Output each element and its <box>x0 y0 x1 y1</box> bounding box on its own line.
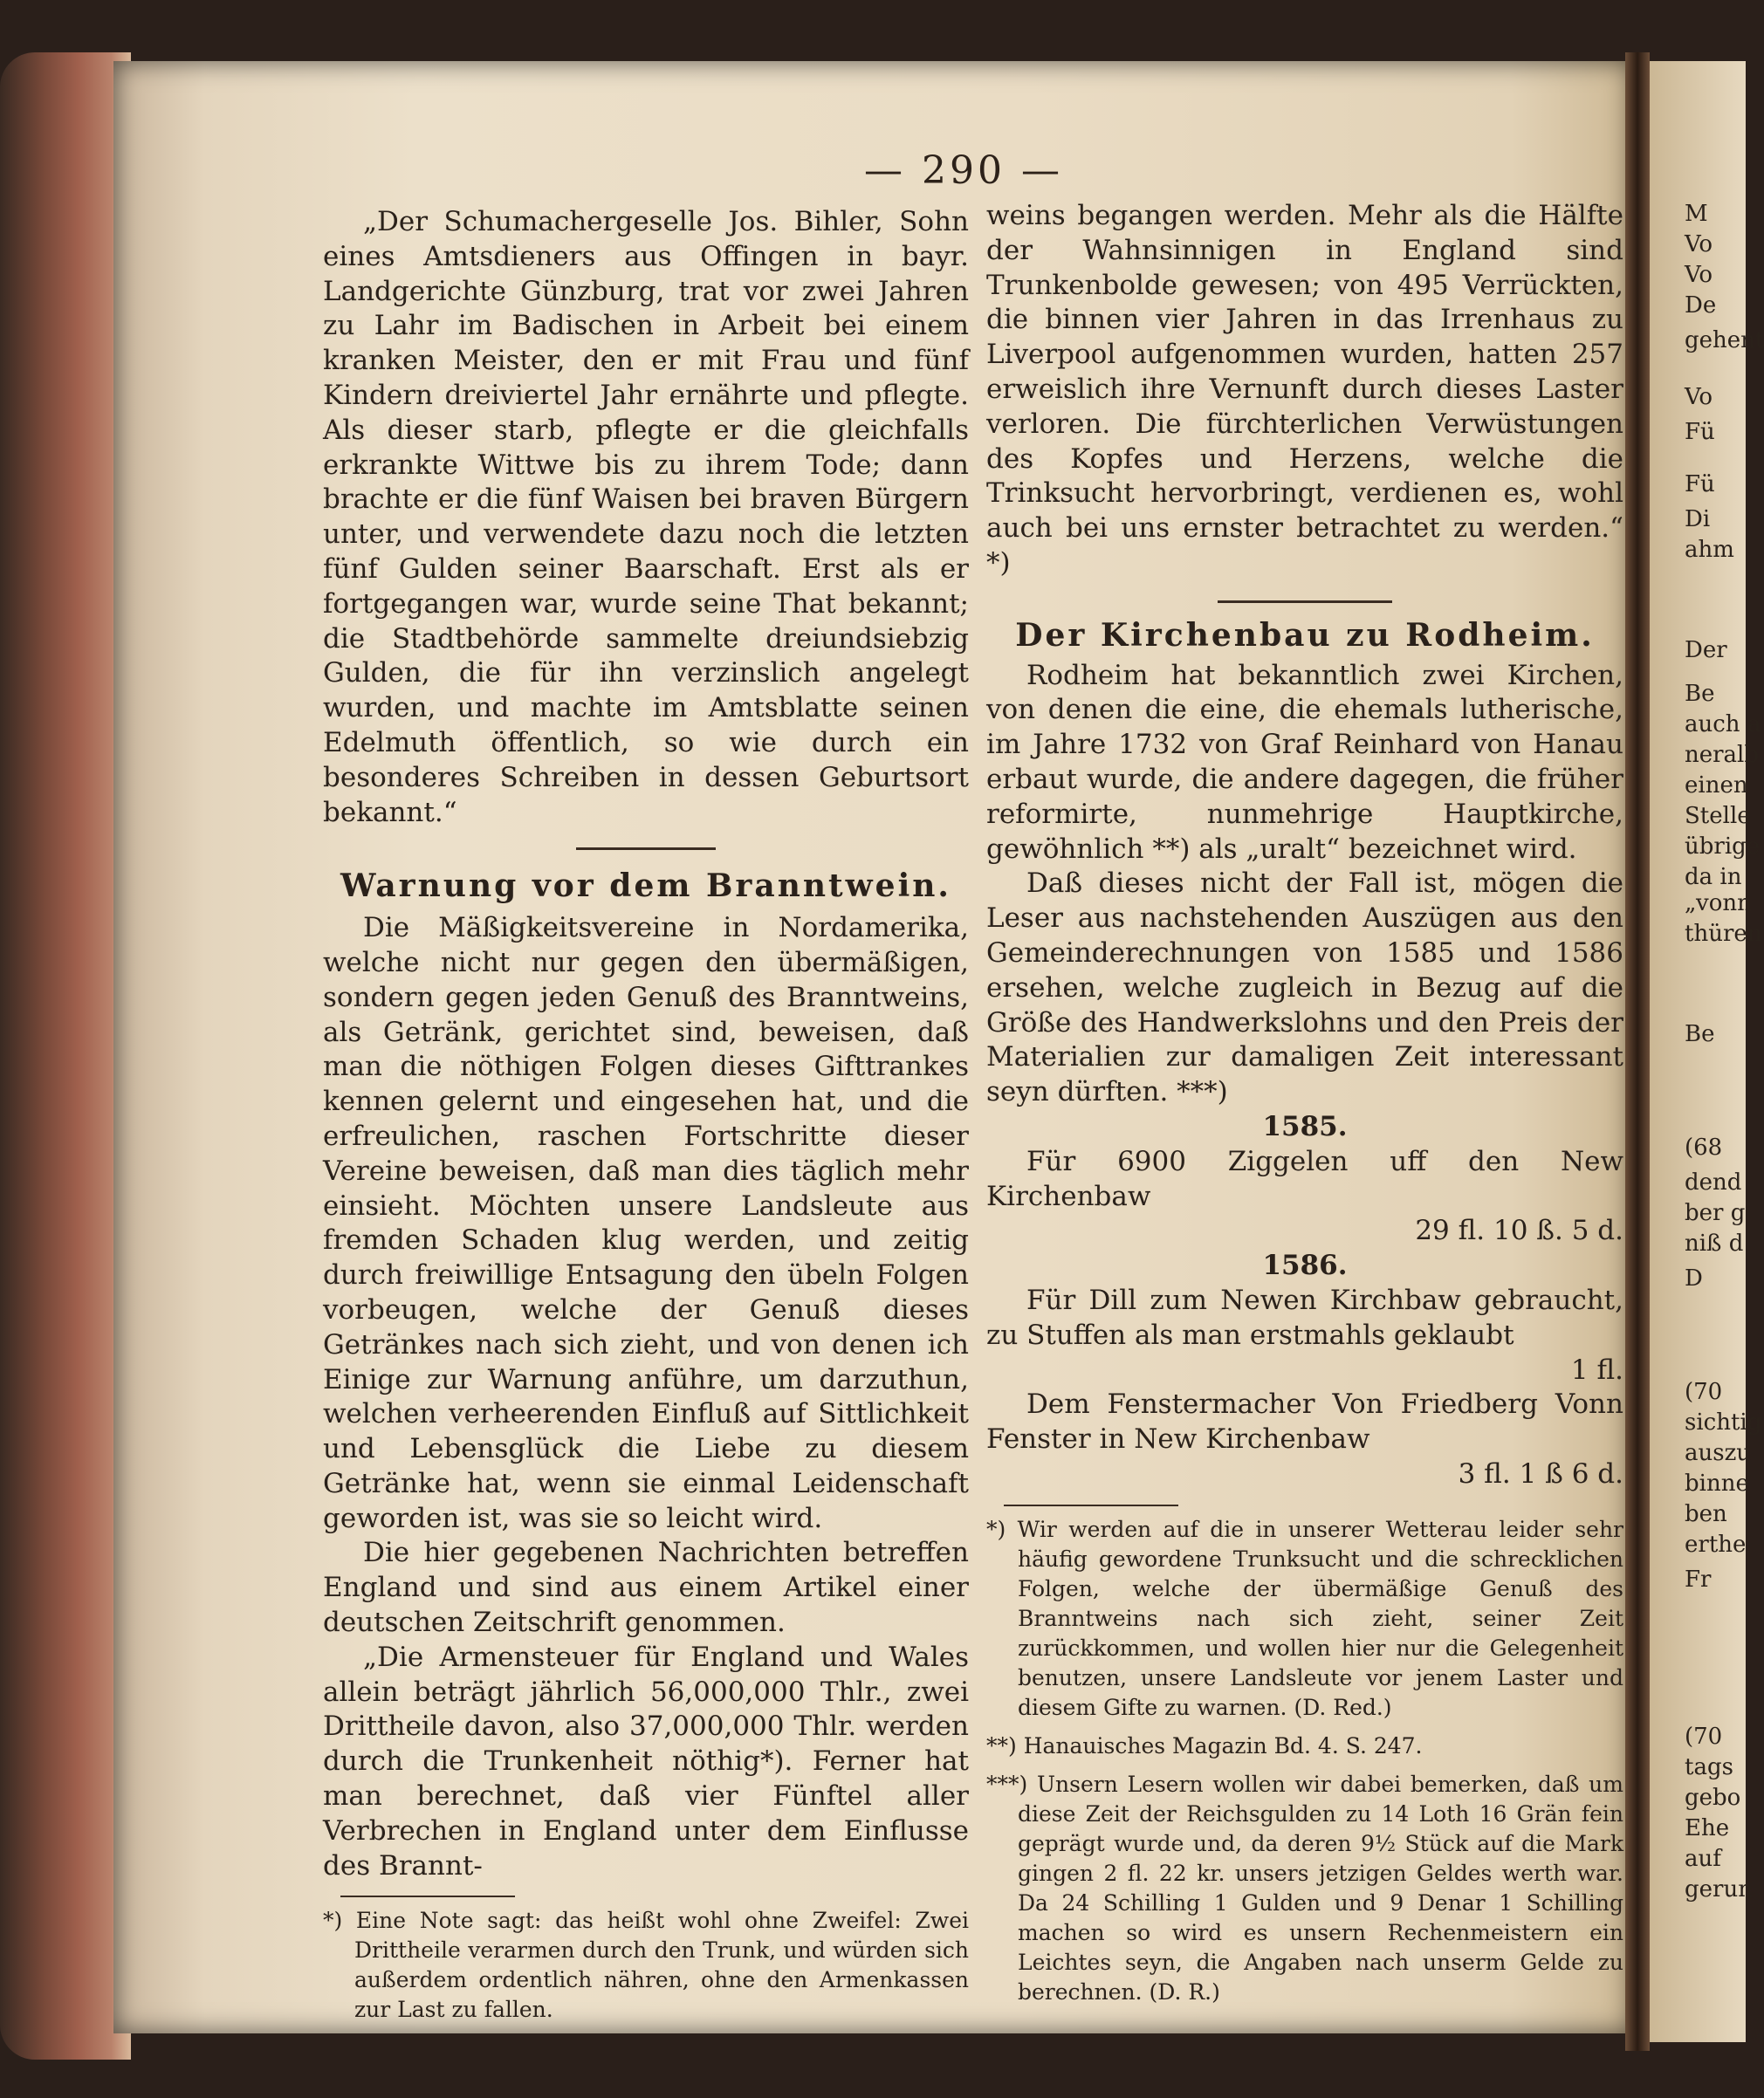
footnote: ***) Unsern Lesern wollen wir dabei bemerken, daß um diese Zeit der Reichsgulden zu 14 Loth 16 Grän fein geprägt wurde und, da deren 9½ Stück auf die Mark gingen 2 fl. 22 kr. unsers jetzigen Geldes werth war. Da 24 Schilling 1 Gulden und 9 Denar 1 Schilling machen so wird es unsern Rechenmeistern ein Leichtes seyn, die Angaben nach unserm Gelde zu berechnen. (D. R.) <box>986 1771 1623 2005</box>
next-page-fragment: (70 <box>1685 1724 1723 1750</box>
footnote: **) Hanauisches Magazin Bd. 4. S. 247. <box>986 1732 1423 1759</box>
paragraph: Die Mäßigkeitsvereine in Nordamerika, welche nicht nur gegen den übermäßigen, sondern gegen jeden Genuß des Branntweins, als Getränk, gerichtet sind, beweisen, daß man die nöthigen Folgen dieses Gifttrankes kennen gelernt und eingesehen hat, und die erfreulichen, raschen Fortschritte dieser Vereine beweisen, daß man dies täglich mehr einsieht. Möchten unsere Landsleute aus fremden Schaden klug werden, und zeitig durch freiwillige Entsagung den übeln Folgen vorbeugen, welche der Genuß dieses Getränkes nach sich zieht, und von denen ich Einige zur Warnung anführe, um darzuthun, welchen verheerenden Einfluß auf Sittlichkeit und Lebensglück die Liebe zu diesem Getränke hat, wenn sie einmal Leidenschaft geworden ist, was sie so leicht wird. <box>323 912 969 1534</box>
next-page-fragment: einen <box>1685 772 1748 799</box>
next-page-fragment: auf <box>1685 1846 1721 1872</box>
next-page-fragment: gebo <box>1685 1785 1741 1811</box>
footnote: *) Wir werden auf die in unserer Wetterau leider sehr häufig gewordene Trunksucht und die schrecklichen Folgen, welche der übermäßige Genuß des Branntweins nach sich zieht, seiner Zeit zurückkommen, und wollen hier nur die Gelegenheit benutzen, unsere Landsleute vor jenem Laster und diesem Gifte zu warnen. (D. Red.) <box>986 1516 1623 1720</box>
footnotes <box>323 1906 969 2025</box>
next-page-fragment: niß d <box>1685 1231 1744 1257</box>
year-heading: 1585. <box>1262 1110 1348 1142</box>
next-page-fragment: Fü <box>1685 419 1715 445</box>
next-page-fragment: M <box>1685 201 1708 227</box>
footnotes <box>986 1515 1623 2007</box>
next-page-fragment: gerun <box>1685 1876 1753 1903</box>
next-page-fragment: „vonn <box>1685 890 1752 916</box>
next-page-fragment: gehent <box>1685 327 1764 353</box>
year-heading: 1586. <box>1262 1250 1348 1282</box>
next-page-fragment: Ehe <box>1685 1815 1730 1841</box>
next-page-fragment: Stelle <box>1685 803 1751 829</box>
next-page-fragment: (70 <box>1685 1379 1723 1405</box>
section-heading: Der Kirchenbau zu Rodheim. <box>1015 616 1595 654</box>
ledger-amount: 3 fl. 1 ß 6 d. <box>1458 1457 1623 1490</box>
book-edge-left <box>0 52 131 2060</box>
next-page-fragment: ben <box>1685 1501 1727 1527</box>
next-page-fragment: auszu <box>1685 1440 1752 1466</box>
next-page-fragment: Be <box>1685 681 1715 707</box>
right-column <box>986 199 1623 2007</box>
page-number: — 290 — <box>864 148 1063 193</box>
footnote-divider <box>1004 1505 1178 1506</box>
footnote-divider <box>340 1896 515 1897</box>
next-page-fragment: Be <box>1685 1021 1715 1047</box>
intro-paragraph: „Der Schumachergeselle Jos. Bihler, Sohn eines Amtsdieners aus Offingen in bayr. Landgerichte Günzburg, trat vor zwei Jahren zu Lahr im Badischen in Arbeit bei einem kranken Meister, den er mit Frau und fünf Kindern dreiviertel Jahr ernährte und pflegte. Als dieser starb, pflegte er die gleichfalls erkrankte Wittwe bis zu ihrem Tode; dann brachte er die fünf Waisen bei braven Bürgern unter, und verwendete dazu noch die letzten fünf Gulden seiner Baarschaft. Erst als er fortgegangen war, wurde seine That bekannt; die Stadtbehörde sammelte dreiundsiebzig Gulden, die für ihn verzinslich angelegt wurden, und machte im Amtsblatte seinen Edelmuth öffentlich, so wie durch ein besonderes Schreiben in dessen Geburtsort bekannt.“ <box>323 206 969 828</box>
next-page-fragment: binne <box>1685 1471 1749 1497</box>
next-page-fragment: übrige <box>1685 833 1761 860</box>
next-page-fragment: Der <box>1685 637 1727 663</box>
book-gutter <box>1625 52 1650 2051</box>
ledger-entry: Für 6900 Ziggelen uff den New Kirchenbaw <box>986 1145 1623 1212</box>
next-page-fragment: Vo <box>1685 384 1713 410</box>
next-page-fragment: thüren <box>1685 921 1762 947</box>
next-page-fragment: Di <box>1685 506 1711 532</box>
next-page-fragment: Fr <box>1685 1567 1712 1593</box>
next-page-fragment: tags <box>1685 1754 1733 1780</box>
next-page-fragment: neralb <box>1685 742 1760 768</box>
footnote: *) Eine Note sagt: das heißt wohl ohne Zweifel: Zwei Drittheile verarmen durch den Trunk, und würden sich außerdem ordentlich nähren, ohne den Armenkassen zur Last zu fallen. <box>323 1908 969 2023</box>
left-column <box>323 205 969 2025</box>
next-page-fragment: (68 <box>1685 1135 1723 1161</box>
ledger-amount: 29 fl. 10 ß. 5 d. <box>1415 1215 1623 1247</box>
ledger-amount: 1 fl. <box>1570 1354 1623 1386</box>
next-page-fragment: D <box>1685 1265 1703 1292</box>
next-page-fragment: erthe <box>1685 1532 1747 1558</box>
next-page-fragment: da in <box>1685 864 1742 890</box>
next-page-fragment: dend <box>1685 1169 1742 1196</box>
paragraph: Rodheim hat bekanntlich zwei Kirchen, von denen die eine, die ehemals lutherische, im Jahre 1732 von Graf Reinhard von Hanau erbaut wurde, die andere dagegen, die früher reformirte, nunmehrige Hauptkirche, gewöhnlich **) als „uralt“ bezeichnet wird. <box>986 659 1623 865</box>
paragraph: Die hier gegebenen Nachrichten betreffen England und sind aus einem Artikel einer deutschen Zeitschrift genommen. <box>323 1537 969 1639</box>
next-page-fragment: ber g <box>1685 1200 1746 1226</box>
next-page-fragment: De <box>1685 292 1717 319</box>
next-page-fragment: Fü <box>1685 471 1715 497</box>
next-page-fragment: Vo <box>1685 262 1713 288</box>
continued-paragraph: weins begangen werden. Mehr als die Hälfte der Wahnsinnigen in England sind Trunkenbolde gewesen; von 495 Verrückten, die binnen vier Jahren in das Irrenhaus zu Liverpool aufgenommen wurden, hatten 257 erweislich ihre Vernunft durch dieses Laster verloren. Die fürchterlichen Verwüstungen des Kopfes und Herzens, welche die Trinksucht hervorbringt, verdienen es, wohl auch bei uns ernster betrachtet zu werden.“ *) <box>986 200 1623 579</box>
next-page-fragment: ahm <box>1685 537 1734 563</box>
section-heading: Warnung vor dem Branntwein. <box>340 867 951 905</box>
paragraph: Daß dieses nicht der Fall ist, mögen die Leser aus nachstehenden Auszügen aus den Gemeinderechnungen von 1585 und 1586 ersehen, welche zugleich in Bezug auf die Größe des Handwerkslohns und den Preis der Materialien zur damaligen Zeit interessant seyn dürften. ***) <box>986 867 1623 1108</box>
ledger-entry: Für Dill zum Newen Kirchbaw gebraucht, zu Stuffen als man erstmahls geklaubt <box>986 1284 1623 1351</box>
next-page-fragment: sichtig <box>1685 1409 1762 1436</box>
ledger-entry: Dem Fenstermacher Von Friedberg Vonn Fenster in New Kirchenbaw <box>986 1388 1623 1456</box>
next-page-fragment: auch a <box>1685 711 1761 737</box>
next-page-fragment: Vo <box>1685 231 1713 257</box>
paragraph: „Die Armensteuer für England und Wales allein beträgt jährlich 56,000,000 Thlr., zwei Drittheile davon, also 37,000,000 Thlr. werden durch die Trunkenheit nöthig*). Ferner hat man berechnet, daß vier Fünftel aller Verbrechen in England unter dem Einflusse des Brannt- <box>323 1641 969 1882</box>
